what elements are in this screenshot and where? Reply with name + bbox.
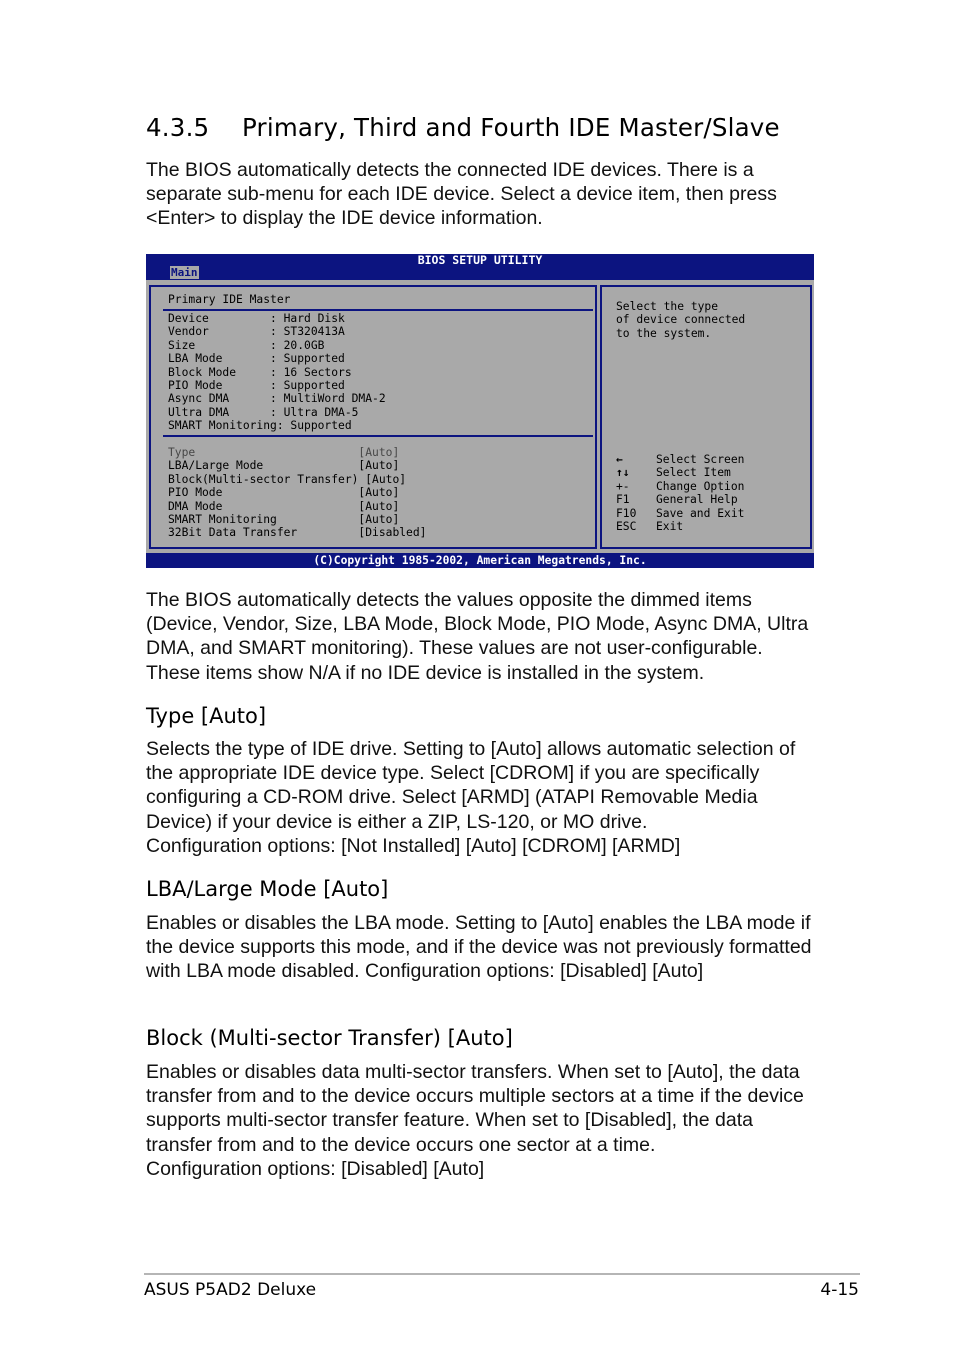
- bios-left-panel: [149, 285, 597, 549]
- bios-key-row: ESC Exit: [616, 520, 684, 533]
- bios-setting-lba[interactable]: LBA/Large Mode [Auto]: [168, 459, 400, 473]
- bios-tab-main[interactable]: Main: [171, 266, 198, 279]
- block-options: Configuration options: [Disabled] [Auto]: [146, 1158, 485, 1180]
- bios-screenshot: [146, 254, 814, 568]
- bios-info-row: Size : 20.0GB: [168, 338, 325, 352]
- bios-info-row: Block Mode : 16 Sectors: [168, 365, 352, 379]
- left-arrow-icon: ←: [616, 453, 623, 466]
- bios-info-row: Async DMA : MultiWord DMA-2: [168, 392, 386, 406]
- bios-help-line: Select the type: [616, 300, 719, 313]
- lba-body: Enables or disables the LBA mode. Setting to [Auto] enables the LBA mode if the device supports this mode, and if the device was not previously formatted with LBA mode disabled. Configuration options: [Disabled] [Auto]: [146, 912, 812, 983]
- bios-setting-pio[interactable]: PIO Mode [Auto]: [168, 486, 400, 500]
- type-options: Configuration options: [Not Installed] [Auto] [CDROM] [ARMD]: [146, 835, 681, 857]
- up-down-arrow-icon: ↑↓: [616, 466, 630, 480]
- bios-help-panel: [600, 285, 812, 549]
- bios-setting-dma[interactable]: DMA Mode [Auto]: [168, 499, 400, 513]
- bios-divider-top: [163, 309, 593, 311]
- bios-key-row: +- Change Option: [616, 479, 745, 493]
- footer-rule: [144, 1273, 860, 1275]
- bios-setting-smart[interactable]: SMART Monitoring [Auto]: [168, 513, 400, 526]
- bios-panel-title: Primary IDE Master: [168, 293, 291, 306]
- section-title: Primary, Third and Fourth IDE Master/Slave: [242, 113, 780, 142]
- bios-help-line: of device connected: [616, 313, 746, 327]
- type-body: Selects the type of IDE drive. Setting to [Auto] allows automatic selection of the appropriate IDE device type. Select [CDROM] if you are specifically configuring a CD-ROM drive. Select [ARMD] (ATAPI Removable Media Device) if your device is either a ZIP, LS-120, or MO drive.: [146, 738, 796, 833]
- block-heading: Block (Multi-sector Transfer) [Auto]: [146, 1026, 513, 1050]
- footer-page-number: 4-15: [820, 1280, 859, 1300]
- block-body: Enables or disables data multi-sector transfers. When set to [Auto], the data transfer from and to the device occurs multiple sectors at a time if the device supports multi-sector transfer feature. When set to [Disabled], the data transfer from and to the device occurs one sector at a time.: [146, 1061, 804, 1156]
- lba-heading: LBA/Large Mode [Auto]: [146, 877, 389, 901]
- bios-title: BIOS SETUP UTILITY: [417, 254, 543, 267]
- bios-help-line: to the system.: [616, 326, 712, 340]
- bios-divider-middle: [163, 435, 593, 437]
- bios-key-row: ← Select Screen: [616, 453, 745, 466]
- bios-copyright: (C)Copyright 1985-2002, American Megatrends, Inc.: [146, 553, 814, 568]
- bios-info-row: LBA Mode : Supported: [168, 352, 345, 366]
- section-number: 4.3.5: [146, 113, 210, 142]
- bios-setting-block[interactable]: Block(Multi-sector Transfer) [Auto]: [168, 472, 407, 486]
- intro-paragraph: The BIOS automatically detects the connected IDE devices. There is a separate sub-menu for each IDE device. Select a device item, then press <Enter> to display the IDE device information.: [146, 159, 777, 230]
- bios-info-row: PIO Mode : Supported: [168, 379, 345, 392]
- bios-info-row: Vendor : ST320413A: [168, 325, 345, 339]
- bios-setting-32bit[interactable]: 32Bit Data Transfer [Disabled]: [168, 526, 427, 540]
- type-heading: Type [Auto]: [146, 704, 267, 728]
- footer-product: ASUS P5AD2 Deluxe: [144, 1280, 317, 1300]
- bios-header-bar: [146, 254, 814, 280]
- after-bios-paragraph: The BIOS automatically detects the values opposite the dimmed items (Device, Vendor, Size, LBA Mode, Block Mode, PIO Mode, Async DMA, Ultra DMA, and SMART monitoring). These values are not user-configurable. These items show N/A if no IDE device is installed in the system.: [146, 589, 809, 684]
- bios-info-row: Device : Hard Disk: [168, 312, 345, 325]
- bios-key-row: ↑↓ Select Item: [616, 466, 731, 480]
- bios-key-row: F1 General Help: [616, 493, 738, 507]
- bios-info-row: Ultra DMA : Ultra DMA-5: [168, 405, 359, 419]
- bios-key-row: F10 Save and Exit: [616, 506, 745, 520]
- bios-setting-type[interactable]: Type [Auto]: [168, 446, 400, 459]
- bios-info-row: SMART Monitoring: Supported: [168, 419, 352, 433]
- section-heading: [146, 113, 780, 142]
